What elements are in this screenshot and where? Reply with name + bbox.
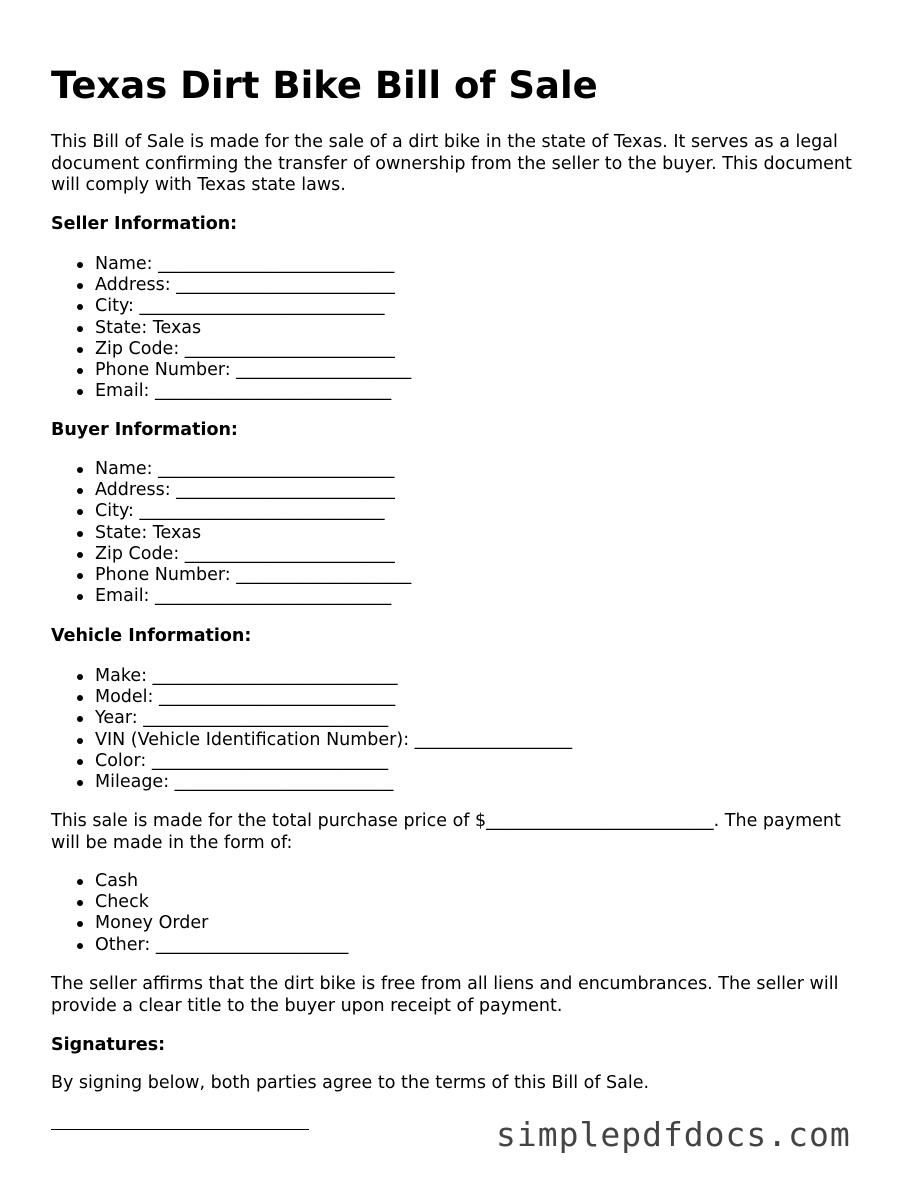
price-paragraph: This sale is made for the total purchase price of $__________________________. The payment will be made in the form of: [51, 811, 841, 853]
list-item: VIN (Vehicle Identification Number): __________________ [51, 730, 572, 751]
intro-paragraph: This Bill of Sale is made for the sale of a dirt bike in the state of Texas. It serves as a legal document confirming the transfer of ownership from the seller to the buyer. This document will comply with Texas state laws. [51, 132, 852, 195]
liens-paragraph: The seller affirms that the dirt bike is free from all liens and encumbrances. The seller will provide a clear title to the buyer upon receipt of payment. [51, 974, 839, 1016]
vehicle-heading: Vehicle Information: [51, 626, 252, 646]
list-item: Name: ___________________________ [51, 459, 411, 480]
list-item: Color: ___________________________ [51, 751, 572, 772]
vehicle-list [51, 666, 572, 793]
list-item: Cash [51, 871, 348, 892]
list-item: Name: ___________________________ [51, 254, 411, 275]
list-item: Address: _________________________ [51, 275, 411, 296]
list-item: Zip Code: ________________________ [51, 544, 411, 565]
list-item: Model: ___________________________ [51, 687, 572, 708]
list-item: Other: ______________________ [51, 935, 348, 956]
seller-heading: Seller Information: [51, 214, 238, 234]
list-item: Phone Number: ____________________ [51, 360, 411, 381]
list-item: Money Order [51, 913, 348, 934]
signatures-paragraph: By signing below, both parties agree to the terms of this Bill of Sale. [51, 1073, 650, 1093]
list-item: Check [51, 892, 348, 913]
list-item: Phone Number: ____________________ [51, 565, 411, 586]
list-item: Make: ____________________________ [51, 666, 572, 687]
list-item: Email: ___________________________ [51, 586, 411, 607]
list-item: Year: ____________________________ [51, 708, 572, 729]
signature-line [51, 1129, 309, 1130]
signatures-heading: Signatures: [51, 1035, 166, 1055]
list-item: City: ____________________________ [51, 501, 411, 522]
list-item: Zip Code: ________________________ [51, 339, 411, 360]
watermark: simplepdfdocs.com [496, 1115, 851, 1154]
list-item: Address: _________________________ [51, 480, 411, 501]
list-item: Mileage: _________________________ [51, 772, 572, 793]
list-item: State: Texas [51, 523, 411, 544]
list-item: Email: ___________________________ [51, 381, 411, 402]
payment-list [51, 871, 348, 956]
list-item: City: ____________________________ [51, 296, 411, 317]
document-title: Texas Dirt Bike Bill of Sale [51, 64, 598, 107]
list-item: State: Texas [51, 318, 411, 339]
seller-list [51, 254, 411, 402]
buyer-list [51, 459, 411, 607]
buyer-heading: Buyer Information: [51, 420, 238, 440]
